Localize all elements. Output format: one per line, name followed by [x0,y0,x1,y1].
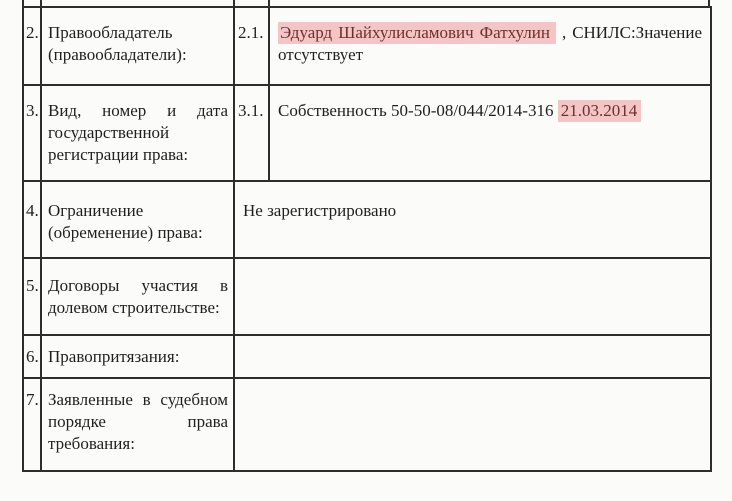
property-rights-table [22,6,712,472]
table-row-dogovory [23,258,711,335]
owner-snils-text: , СНИЛС:Значение отсутствует [278,23,702,64]
row-number: 2. [23,7,41,85]
row-value-empty [234,335,711,378]
table-row-zayavlennye-prava [23,378,711,471]
row-label: Договоры участия в долевом строительстве: [41,258,234,335]
row-value [269,7,711,85]
row-value-empty [234,378,711,471]
table-row-pravoobladatel [23,7,711,85]
row-number: 7. [23,378,41,471]
row-number: 6. [23,335,41,378]
row-value-empty [234,258,711,335]
table-row-vid-nomer-data [23,85,711,181]
row-label: Правообладатель (правообладатели): [41,7,234,85]
row-number: 5. [23,258,41,335]
registration-number-text: Собственность 50-50-08/044/2014-316 [278,101,558,120]
row-label: Правопритязания: [41,335,234,378]
row-number: 4. [23,181,41,258]
row-label: Ограничение (обременение) права: [41,181,234,258]
highlighted-registration-date: 21.03.2014 [558,100,642,122]
row-subnumber: 3.1. [234,85,269,181]
row-number: 3. [23,85,41,181]
row-label: Заявленные в судебном порядке права требования: [41,378,234,471]
highlighted-owner-name: Эдуард Шайхулисламович Фатхулин [278,22,556,44]
row-subnumber: 2.1. [234,7,269,85]
table-row-ogranichenie [23,181,711,258]
row-value [269,85,711,181]
row-value: Не зарегистрировано [234,181,711,258]
row-label: Вид, номер и дата государственной регистрации права: [41,85,234,181]
table-row-pravoprityazaniya [23,335,711,378]
